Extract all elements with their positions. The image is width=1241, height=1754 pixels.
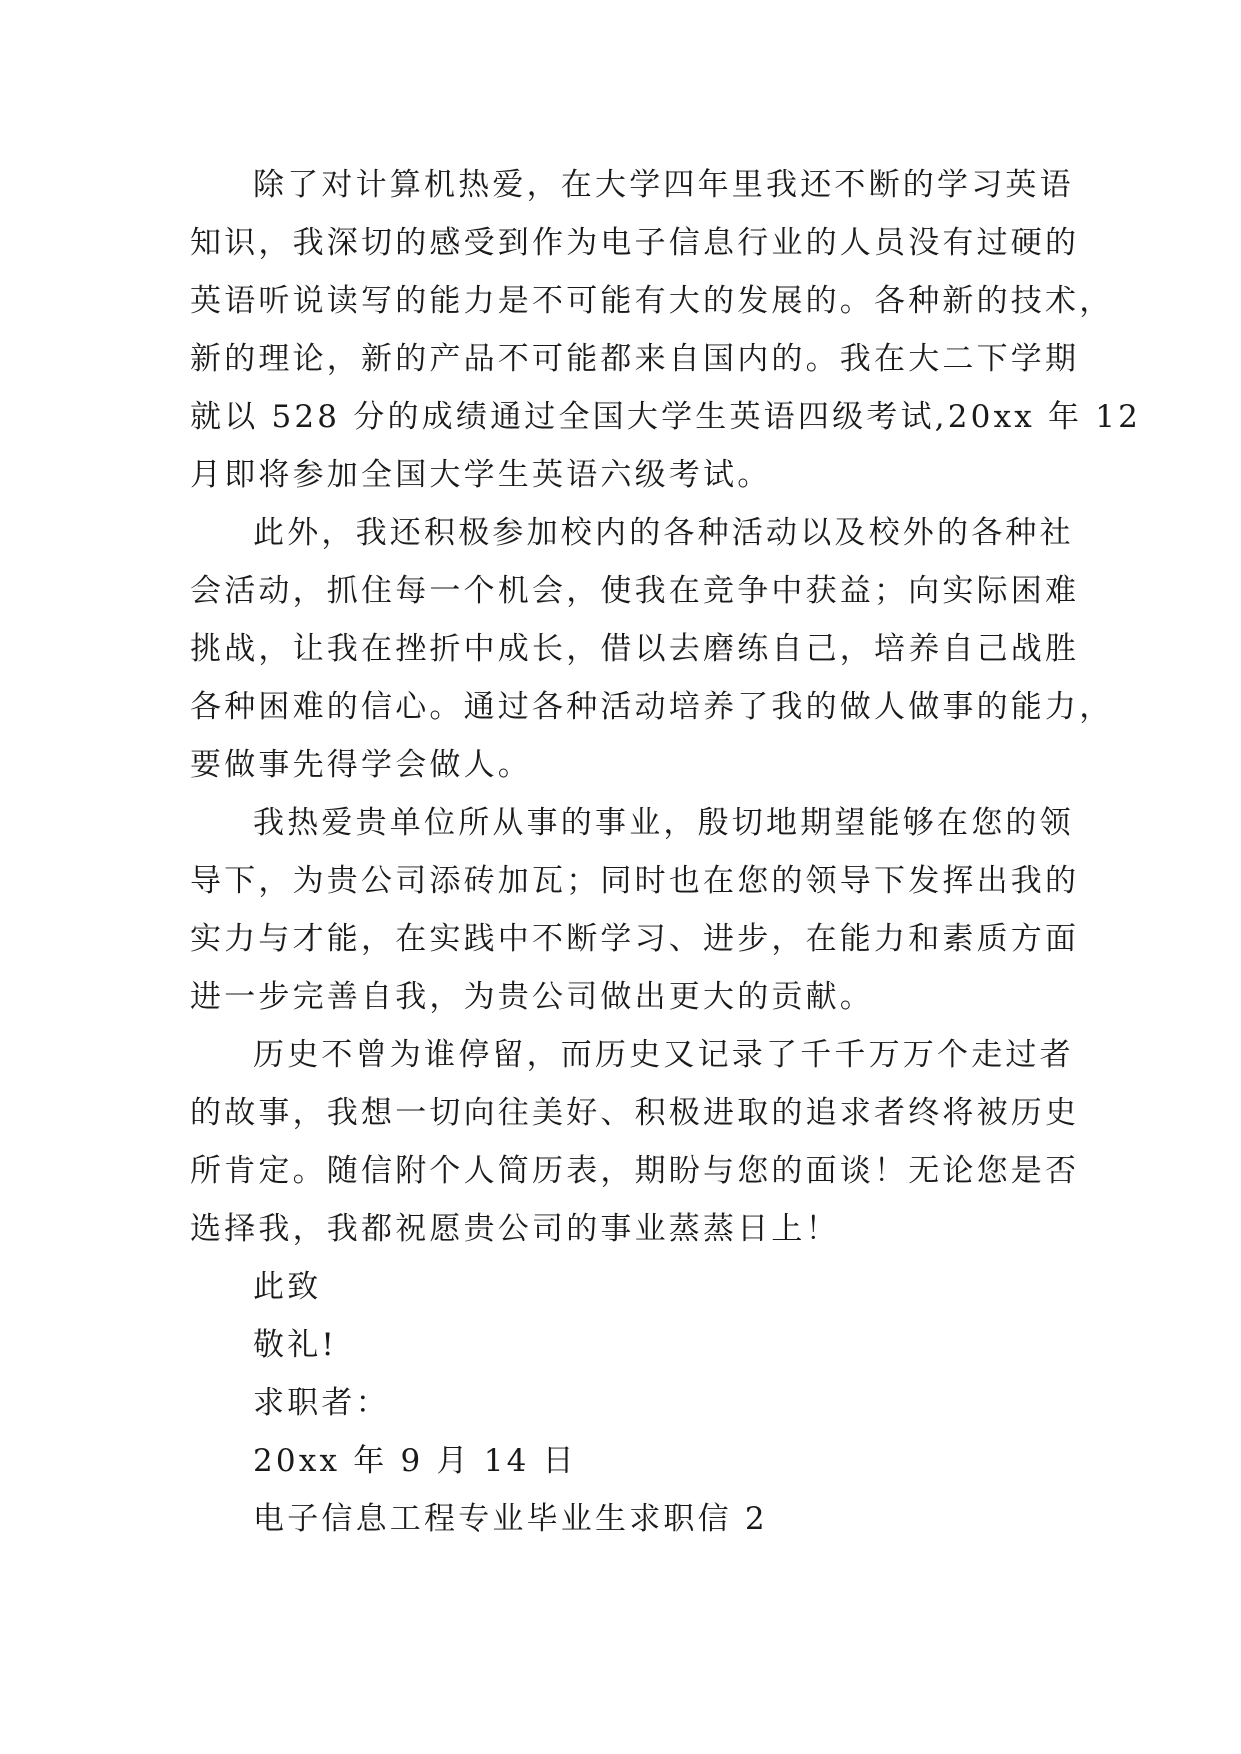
paragraph-4-line-1: 历史不曾为谁停留，而历史又记录了千千万万个走过者 <box>253 1037 1074 1073</box>
paragraph-1-line-3: 英语听说读写的能力是不可能有大的发展的。各种新的技术， <box>190 283 1114 319</box>
paragraph-3-line-3: 实力与才能，在实践中不断学习、进步，在能力和素质方面 <box>190 921 1080 957</box>
paragraph-4-line-2: 的故事，我想一切向往美好、积极进取的追求者终将被历史 <box>190 1095 1080 1131</box>
paragraph-1-line-6: 月即将参加全国大学生英语六级考试。 <box>190 457 772 493</box>
paragraph-4-line-3: 所肯定。随信附个人简历表，期盼与您的面谈！无论您是否 <box>190 1153 1080 1189</box>
paragraph-2-line-5: 要做事先得学会做人。 <box>190 747 532 783</box>
paragraph-2-line-3: 挑战，让我在挫折中成长，借以去磨练自己，培养自己战胜 <box>190 631 1080 667</box>
next-letter-heading: 电子信息工程专业毕业生求职信 2 <box>253 1501 768 1537</box>
paragraph-3-line-4: 进一步完善自我，为贵公司做出更大的贡献。 <box>190 979 874 1015</box>
paragraph-1-line-2: 知识，我深切的感受到作为电子信息行业的人员没有过硬的 <box>190 225 1080 261</box>
signature-label: 求职者： <box>253 1385 390 1421</box>
closing-salutation: 此致 <box>253 1269 322 1305</box>
paragraph-2-line-2: 会活动，抓住每一个机会，使我在竞争中获益；向实际困难 <box>190 573 1080 609</box>
signature-date: 20xx 年 9 月 14 日 <box>253 1443 577 1479</box>
paragraph-3-line-2: 导下，为贵公司添砖加瓦；同时也在您的领导下发挥出我的 <box>190 863 1080 899</box>
paragraph-1-line-1: 除了对计算机热爱，在大学四年里我还不断的学习英语 <box>253 167 1074 203</box>
paragraph-1-line-5: 就以 528 分的成绩通过全国大学生英语四级考试,20xx 年 12 <box>190 399 1142 435</box>
paragraph-2-line-1: 此外，我还积极参加校内的各种活动以及校外的各种社 <box>253 515 1074 551</box>
paragraph-4-line-4: 选择我，我都祝愿贵公司的事业蒸蒸日上！ <box>190 1211 840 1247</box>
closing-regards: 敬礼! <box>253 1327 338 1363</box>
paragraph-3-line-1: 我热爱贵单位所从事的事业，殷切地期望能够在您的领 <box>253 805 1074 841</box>
paragraph-2-line-4: 各种困难的信心。通过各种活动培养了我的做人做事的能力， <box>190 689 1114 725</box>
paragraph-1-line-4: 新的理论，新的产品不可能都来自国内的。我在大二下学期 <box>190 341 1080 377</box>
